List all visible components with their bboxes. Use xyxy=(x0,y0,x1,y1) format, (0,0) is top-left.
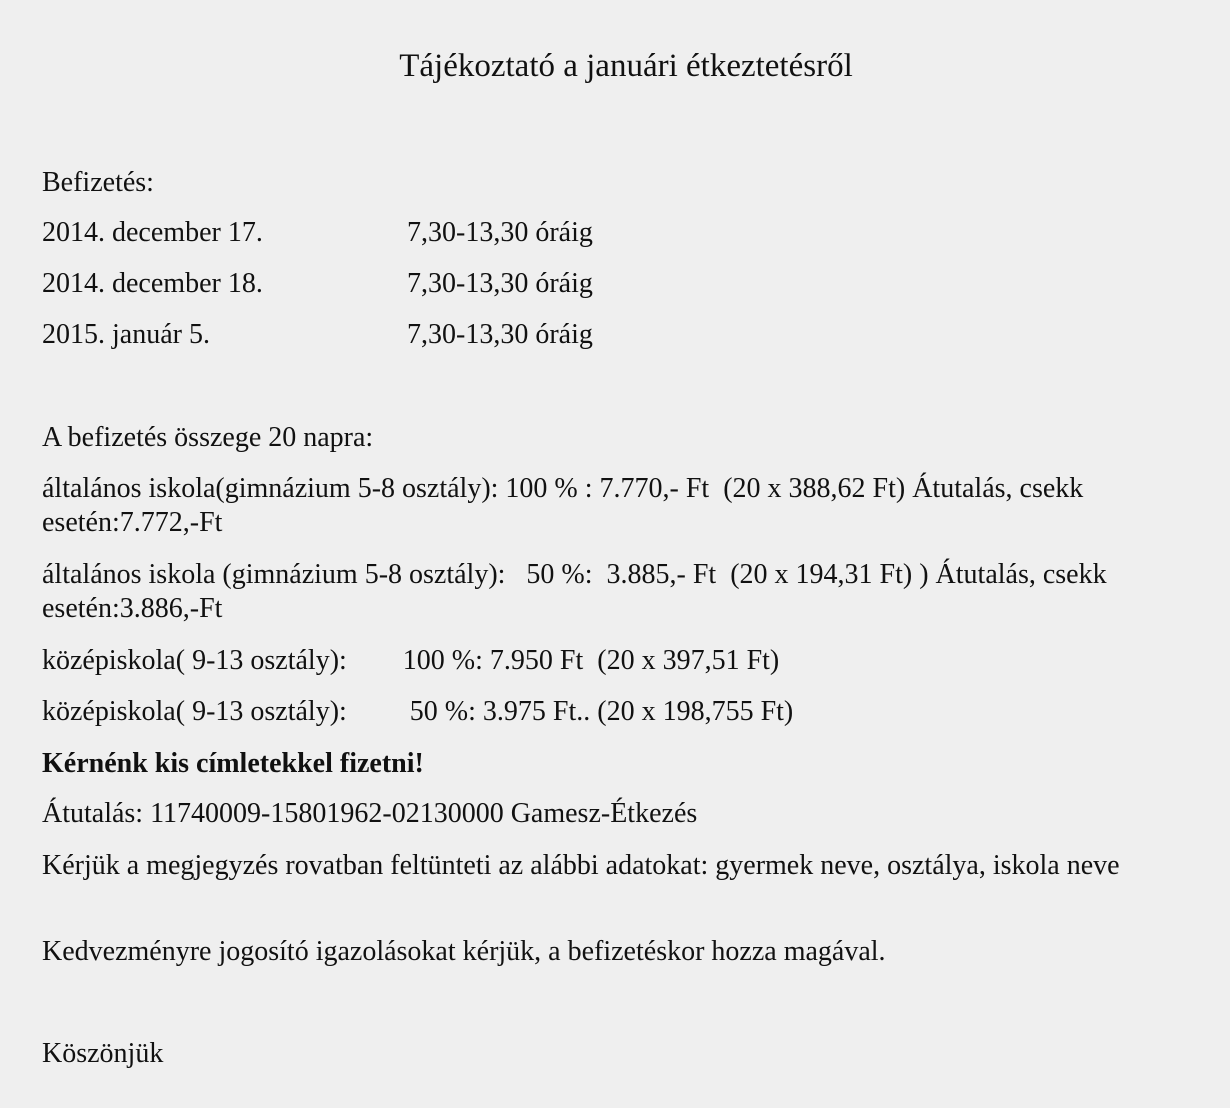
note-request: Kérjük a megjegyzés rovatban feltünteti az alábbi adatokat: gyermek neve, osztálya, iskola neve xyxy=(42,850,1120,881)
payment-heading: Befizetés: xyxy=(42,167,154,198)
document-title: Tájékoztató a januári étkeztetésről xyxy=(399,48,853,84)
bank-transfer-info: Átutalás: 11740009-15801962-02130000 Gamesz-Étkezés xyxy=(42,798,698,829)
amount-item: általános iskola (gimnázium 5-8 osztály): 50 %: 3.885,- Ft (20 x 194,31 Ft) ) Átutalás, csekk esetén:3.886,-Ft xyxy=(42,559,1114,624)
closing-text: Köszönjük xyxy=(42,1038,164,1069)
amount-item: középiskola( 9-13 osztály): 100 %: 7.950 Ft (20 x 397,51 Ft) xyxy=(42,645,780,676)
payment-hours: 7,30-13,30 óráig xyxy=(407,268,593,299)
amount-item: középiskola( 9-13 osztály): 50 %: 3.975 Ft.. (20 x 198,755 Ft) xyxy=(42,696,794,727)
amount-heading: A befizetés összege 20 napra: xyxy=(42,422,374,453)
payment-date: 2015. január 5. xyxy=(42,319,210,350)
payment-date: 2014. december 18. xyxy=(42,268,263,299)
payment-date: 2014. december 17. xyxy=(42,217,263,248)
payment-hours: 7,30-13,30 óráig xyxy=(407,319,593,350)
amount-item: általános iskola(gimnázium 5-8 osztály): 100 % : 7.770,- Ft (20 x 388,62 Ft) Átutalás, csekk esetén:7.772,-Ft xyxy=(42,473,1091,538)
payment-hours: 7,30-13,30 óráig xyxy=(407,217,593,248)
small-denominations-notice: Kérnénk kis címletekkel fizetni! xyxy=(42,748,424,779)
discount-note: Kedvezményre jogosító igazolásokat kérjük, a befizetéskor hozza magával. xyxy=(42,936,886,967)
